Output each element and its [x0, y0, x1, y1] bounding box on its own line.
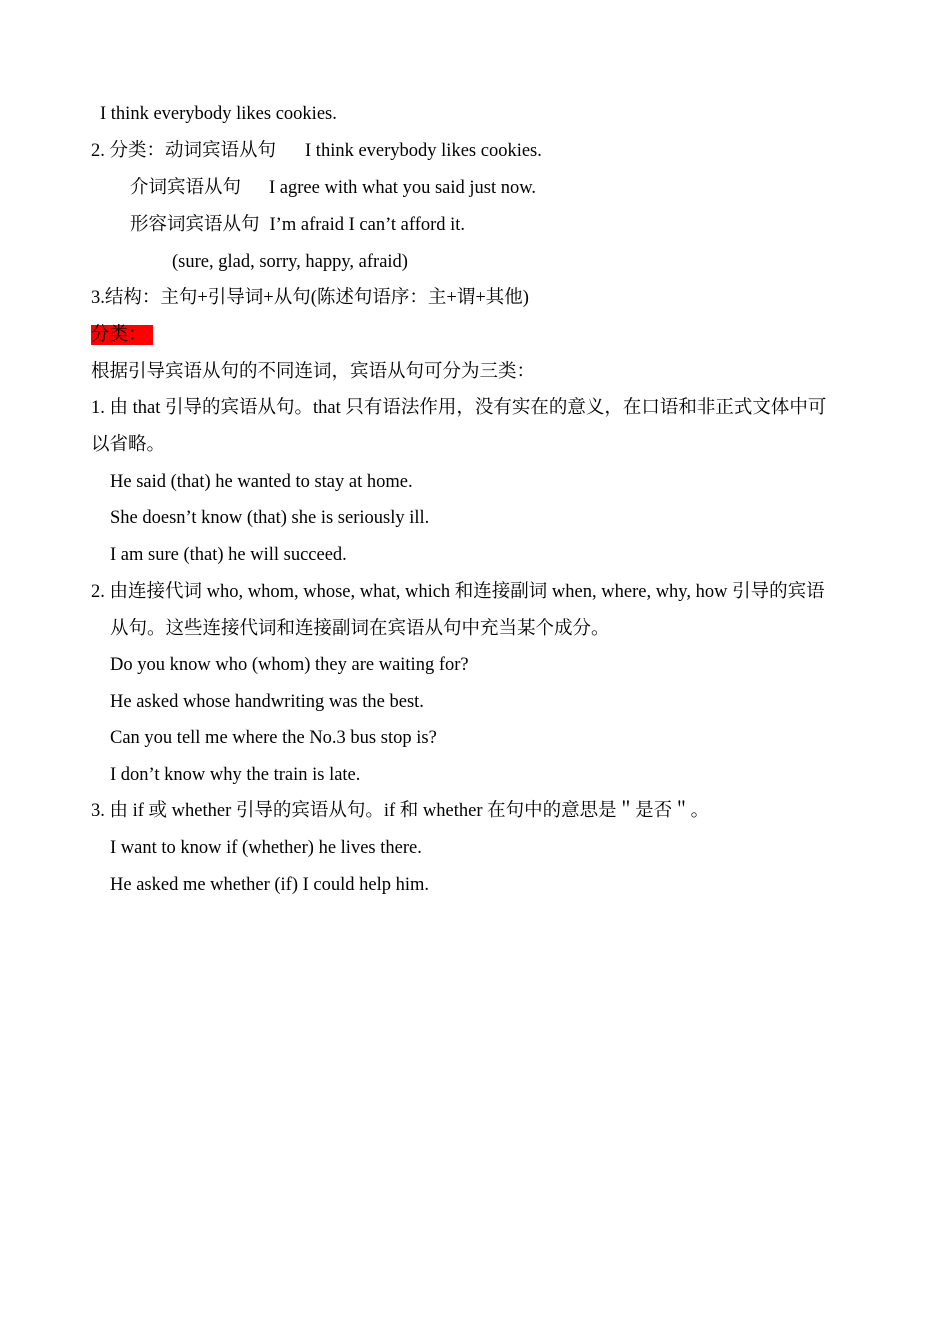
section3-example: He asked me whether (if) I could help him. [110, 875, 430, 895]
section3-example: I want to know if (whether) he lives there. [110, 838, 422, 858]
classification-verb-label: 2. 分类：动词宾语从句 [91, 141, 277, 161]
classification-prep-example: I agree with what you said just now. [269, 178, 537, 198]
section3-line1: 3. 由 if 或 whether 引导的宾语从句。if 和 whether 在句中的意思是＂是否＂。 [91, 801, 710, 821]
section1-example: He said (that) he wanted to stay at home. [110, 472, 413, 492]
classification-verb-example: I think everybody likes cookies. [305, 141, 542, 161]
section1-line1: 1. 由 that 引导的宾语从句。that 只有语法作用，没有实在的意义，在口语和非正式文体中可 [91, 398, 827, 418]
section2-line2: 从句。这些连接代词和连接副词在宾语从句中充当某个成分。 [110, 619, 610, 639]
section2-example: I don’t know why the train is late. [110, 765, 361, 785]
intro-text: 根据引导宾语从句的不同连词，宾语从句可分为三类： [91, 362, 536, 382]
section1-example: I am sure (that) he will succeed. [110, 545, 347, 565]
section2-line1: 2. 由连接代词 who, whom, whose, what, which 和连接副词 when, where, why, how 引导的宾语 [91, 582, 825, 602]
section2-example: Do you know who (whom) they are waiting for? [110, 655, 469, 675]
adjective-word-list: (sure, glad, sorry, happy, afraid) [172, 252, 408, 272]
classification-adj-row [130, 213, 465, 237]
classification-adj-label: 形容词宾语从句 [130, 215, 260, 235]
classification-adj-example: I’m afraid I can’t afford it. [269, 215, 466, 235]
section1-line2: 以省略。 [91, 435, 166, 455]
highlight-heading-row [91, 323, 153, 347]
section1-example: She doesn’t know (that) she is seriously ill. [110, 508, 430, 528]
classification-verb-row [91, 139, 542, 163]
highlight-heading: 分类： [91, 325, 153, 345]
intro-example: I think everybody likes cookies. [100, 104, 337, 124]
structure-line: 3.结构：主句+引导词+从句(陈述句语序：主+谓+其他) [91, 288, 529, 308]
section2-example: Can you tell me where the No.3 bus stop is? [110, 728, 437, 748]
classification-prep-row [130, 176, 536, 200]
classification-prep-label: 介词宾语从句 [130, 178, 242, 198]
section2-example: He asked whose handwriting was the best. [110, 692, 424, 712]
